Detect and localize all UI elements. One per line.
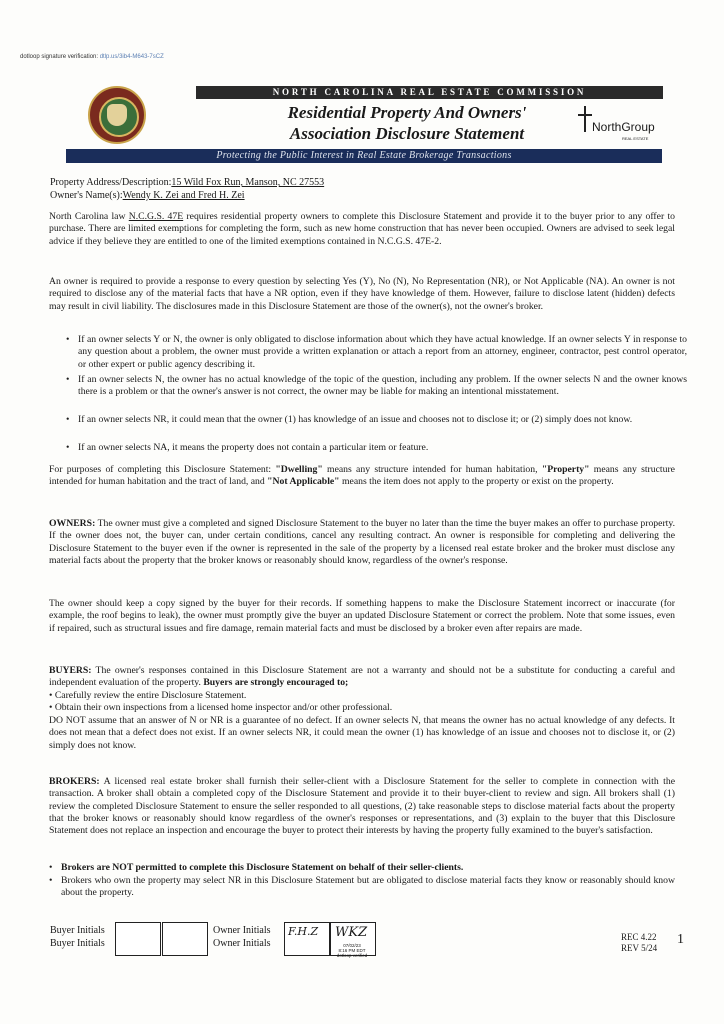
definitions-paragraph: For purposes of completing this Disclosure Statement: "Dwelling" means any structure intended for human habitation, "Property" means any structure intended for human habitation and the tract of land, and "Not Applicable" means the item does not apply to the property or exist on the property. [49,464,675,488]
bullet-nr: • If an owner selects NR, it could mean that the owner (1) has knowledge of an issue and chooses not to disclose it; or (2) simply does not know. [66,414,687,426]
owner-initials-sig-2: WKZ [335,925,368,940]
owner-initials-label-2: Owner Initials [213,938,271,949]
bullet-n: • If an owner selects N, the owner has no actual knowledge of the topic of the question, including any problem. If the owner selects N and the owner knows there is a problem or that the owner's answer is not correct, the owner may be liable for making an intentional misstatement. [66,374,687,399]
verification-link[interactable]: dtlp.us/3ib4-M643-7sCZ [99,54,164,60]
commission-seal-icon [88,86,146,144]
page-number: 1 [677,932,684,947]
brand-sub: REAL ESTATE [622,136,649,141]
form-title-line1: Residential Property And Owners' [287,103,527,122]
bullet-y-n: • If an owner selects Y or N, the owner is only obligated to disclose information about which they have actual knowledge. If an owner selects Y in response to any question about a problem, the owner must provide a written explanation or attach a report from an attorney, engineer, contractor, pest control operator, or other expert or public agency describing it. [66,334,687,371]
owner-initials-sig-1: F.H.Z [288,925,319,938]
buyer-initials-box-1[interactable] [115,922,161,956]
verification-label: dotloop signature verification: [20,54,99,60]
owner-initials-label-1: Owner Initials [213,925,271,936]
form-title-line2: Association Disclosure Statement [289,124,525,143]
brokers-section: BROKERS: A licensed real estate broker shall furnish their seller-client with a Disclosure Statement for the seller to complete in connection with the transaction. A broker shall obtain a completed copy of the Disclosure Statement and provide it to their buyer-client to review and sign. All brokers shall (1) review the completed Disclosure Statement to ensure the seller responded to all questions, (2) take reasonable steps to disclose material facts about the property that the broker knows or reasonably should know regardless of the owner's responses or representations, and (3) explain to the buyer that this Disclosure Statement does not replace an inspection and encourage the buyer to protect their interests by having the property fully examined to the buyer's satisfaction. [49,776,675,837]
commission-name: NORTH CAROLINA REAL ESTATE COMMISSION [196,86,663,99]
buyer-initials-label-2: Buyer Initials [50,938,105,949]
buyer-initials-label-1: Buyer Initials [50,925,105,936]
buyers-warning: DO NOT assume that an answer of N or NR is a guarantee of no defect. If an owner selects N, that means the owner has no actual knowledge of any defects. It does not mean that a defect does not exist. If an owner selects NR, it could mean the owner (1) has knowledge of an issue and chooses not to disclose it, or (2) simply does not know. [49,715,675,751]
brand-name: NorthGroup [592,120,655,134]
owner-initials-box-1[interactable] [284,922,330,956]
buyers-section: BUYERS: The owner's responses contained in this Disclosure Statement are not a warranty and should not be a substitute for conducting a careful and independent evaluation of the property. Buyers are strongly encouraged to; [49,665,675,689]
form-revision: REV 5/24 [621,943,658,953]
owner-names: Owner's Name(s):Wendy K. Zei and Fred H. Zei [50,190,245,201]
dotloop-stamp: 07/02/23 8:16 PM EDT dotloop verified [336,943,368,958]
owners-section: OWNERS: The owner must give a completed and signed Disclosure Statement to the buyer no later than the time the buyer makes an offer to purchase property. If the owner does not, the buyer can, under certain conditions, cancel any resulting contract. An owner is responsible for completing and delivering the Disclosure Statement to the buyer even if the owner is represented in the sale of the property by a licensed real estate broker and the broker must disclose any material facts about the property that the broker knows or reasonably should know, regardless of the owner's response. [49,518,675,566]
form-code: REC 4.22 [621,932,657,942]
intro-paragraph: North Carolina law N.C.G.S. 47E requires residential property owners to complete this Disclosure Statement and provide it to the buyer prior to any offer to purchase. There are limited exemptions for completing the form, such as new home construction that has never been occupied. Owners are advised to seek legal advice if they believe they are entitled to one of the limited exemptions contained in N.C.G.S. 47E-2. [49,211,675,247]
statute-link[interactable]: N.C.G.S. 47E [128,211,184,222]
brokers-bullet-2: • Brokers who own the property may select NR in this Disclosure Statement but are obligated to disclose material facts they know or reasonably should know about the property. [49,875,675,900]
buyers-item-inspect: • Obtain their own inspections from a licensed home inspector and/or other professional. [49,702,393,713]
copy-paragraph: The owner should keep a copy signed by the buyer for their records. If something happens to make the Disclosure Statement incorrect or inaccurate (for example, the roof begins to leak), the owner must promptly give the buyer an updated Disclosure Statement or correct the problem. Note that some issues, even if repaired, such as structural issues and fire damage, remain material facts and must be disclosed by a broker even after repairs are made. [49,598,675,634]
buyers-item-review: • Carefully review the entire Disclosure Statement. [49,690,247,701]
cross-icon [584,106,586,132]
banner: Protecting the Public Interest in Real Estate Brokerage Transactions [66,149,662,163]
buyer-initials-box-2[interactable] [162,922,208,956]
dotloop-verification [20,54,164,60]
address-value: 15 Wild Fox Run, Manson, NC 27553 [171,177,325,188]
brokers-bullet-1: • Brokers are NOT permitted to complete this Disclosure Statement on behalf of their seller-clients. [49,862,675,874]
property-address: Property Address/Description:15 Wild Fox Run, Manson, NC 27553 [50,177,325,188]
response-paragraph: An owner is required to provide a response to every question by selecting Yes (Y), No (N), No Representation (NR), or Not Applicable (NA). An owner is not required to disclose any of the material facts that have a NR option, even if they have knowledge of them. However, failure to disclose latent (hidden) defects may result in civil liability. The disclosures made in this Disclosure Statement are those of the owner(s), not the owner's broker. [49,276,675,312]
owners-value: Wendy K. Zei and Fred H. Zei [122,190,245,201]
bullet-na: • If an owner selects NA, it means the property does not contain a particular item or feature. [66,442,687,454]
